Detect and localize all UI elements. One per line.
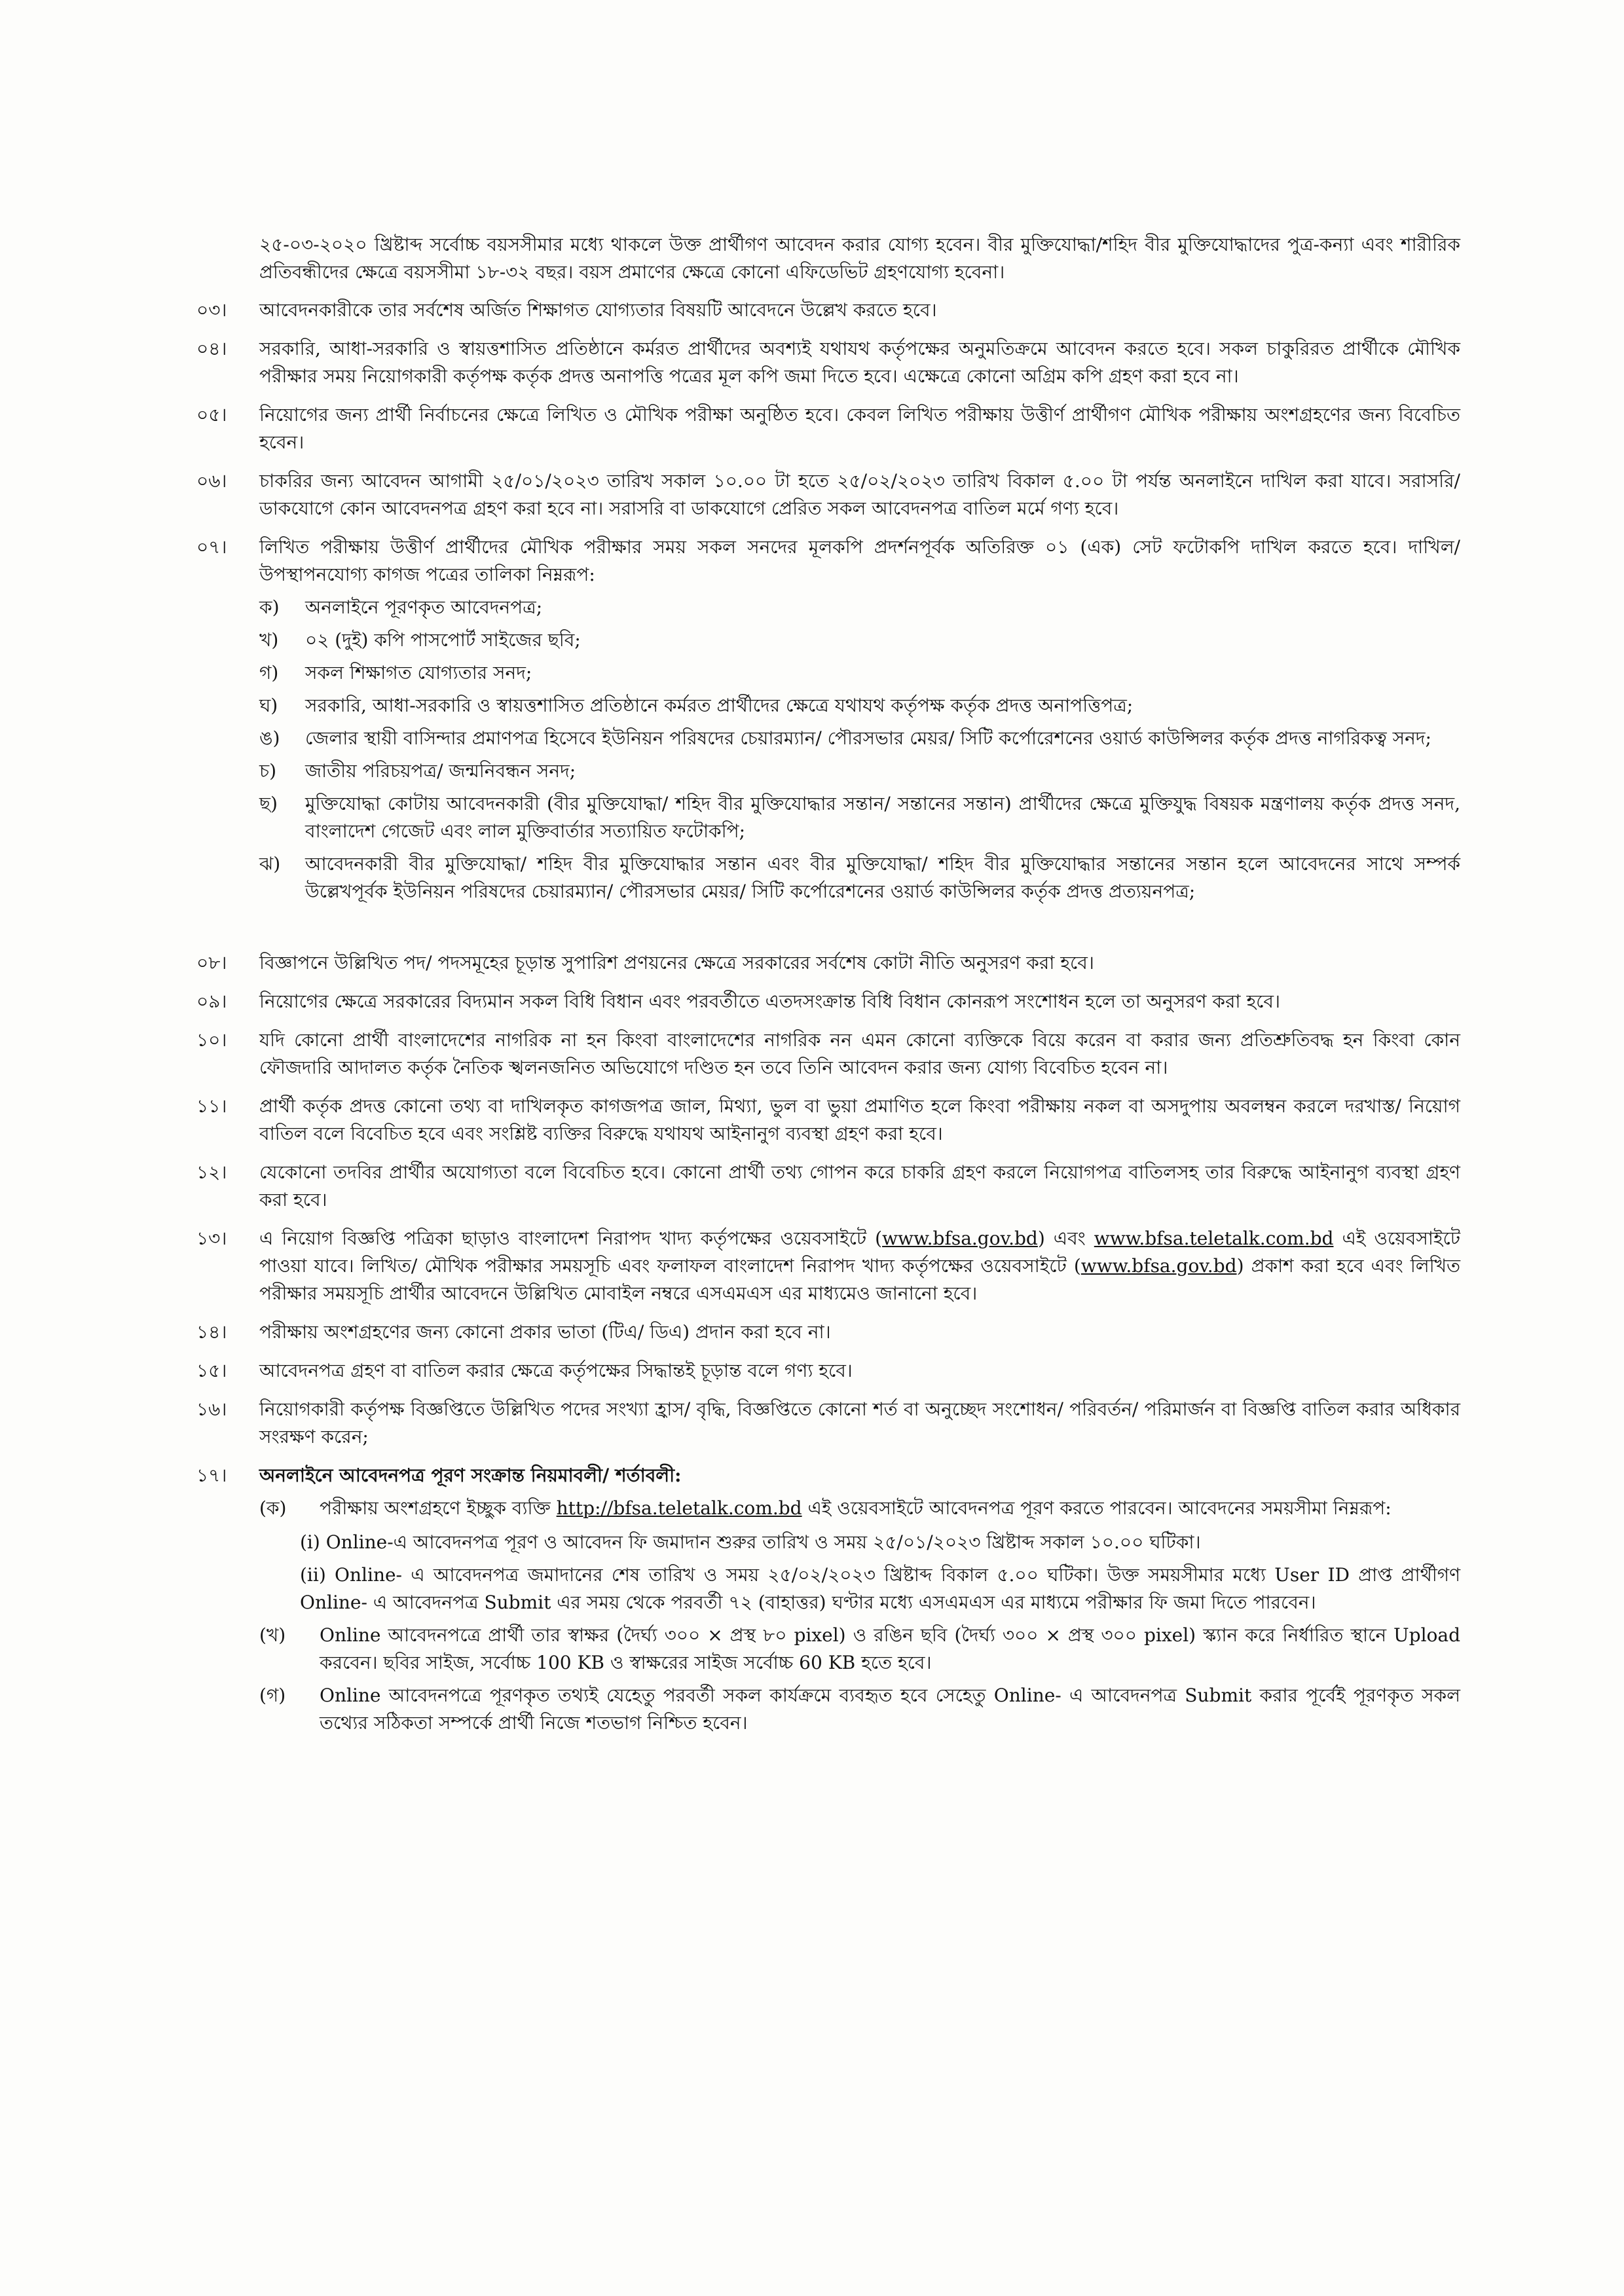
clause-number: ০৮। [196, 952, 227, 974]
document-list-item [259, 627, 1460, 654]
document-list-item [259, 692, 1460, 720]
list-label: গ) [259, 662, 279, 683]
document-list-item [259, 757, 1460, 785]
online-rules-heading: অনলাইনে আবেদনপত্র পূরণ সংক্রান্ত নিয়মাবলী/ শর্তাবলী: [259, 1465, 682, 1486]
clause-number: ১৩। [196, 1228, 227, 1249]
application-deadline-details [300, 1529, 1460, 1616]
clause-number: ১১। [196, 1095, 227, 1117]
clause-number: ০৭। [196, 536, 227, 558]
list-text: ০২ (দুই) কপি পাসপোর্ট সাইজের ছবি; [305, 629, 581, 651]
rule-text: Online আবেদনপত্রে পূরণকৃত তথ্যই যেহেতু পরবর্তী সকল কার্যক্রমে ব্যবহৃত হবে সেহেতু Online- এ আবেদনপত্র Submit করার পূর্বেই পূরণকৃত সকল তথ্যের সঠিকতা সম্পর্কে প্রার্থী নিজে শতভাগ নিশ্চিত হবেন। [320, 1685, 1460, 1734]
clause-14 [196, 1319, 1460, 1346]
clause-number: ০৯। [196, 991, 227, 1012]
online-rule-ka [259, 1495, 1460, 1522]
online-rule-kha [259, 1622, 1460, 1677]
clause-13 [196, 1225, 1460, 1307]
notice-body [196, 213, 1460, 1748]
clause-text: আবেদনপত্র গ্রহণ বা বাতিল করার ক্ষেত্রে কর্তৃপক্ষের সিদ্ধান্তই চূড়ান্ত বলে গণ্য হবে। [259, 1360, 853, 1381]
clause-text: যদি কোনো প্রার্থী বাংলাদেশের নাগরিক না হন কিংবা বাংলাদেশের নাগরিক নন এমন কোনো ব্যক্তিকে বিয়ে করেন বা করার জন্য প্রতিশ্রুতিবদ্ধ হন কিংবা কোন ফৌজদারি আদালত কর্তৃক নৈতিক স্খলনজনিত অভিযোগে দণ্ডিত হন তবে তিনি আবেদন করার জন্য যোগ্য বিবেচিত হবেন না। [259, 1029, 1460, 1078]
rule-text-part: এই ওয়েবসাইটে আবেদনপত্র পূরণ করতে পারবেন। আবেদনের সময়সীমা নিম্নরূপ: [802, 1497, 1392, 1519]
clause-04 [196, 335, 1460, 390]
application-end-time: (ii) Online- এ আবেদনপত্র জমাদানের শেষ তারিখ ও সময় ২৫/০২/২০২৩ খ্রিষ্টাব্দ বিকাল ৫.০০ ঘটিকা। উক্ত সময়সীমার মধ্যে User ID প্রাপ্ত প্রার্থীগণ Online- এ আবেদনপত্র Submit এর সময় থেকে পরবর্তী ৭২ (বাহাত্তর) ঘণ্টার মধ্যে এসএমএস এর মাধ্যমে পরীক্ষার ফি জমা দিতে পারবেন। [300, 1564, 1460, 1613]
clause-number: ১৪। [196, 1321, 227, 1343]
list-label: চ) [259, 760, 277, 782]
clause-text: চাকরির জন্য আবেদন আগামী ২৫/০১/২০২৩ তারিখ সকাল ১০.০০ টা হতে ২৫/০২/২০২৩ তারিখ বিকাল ৫.০০ টা পর্যন্ত অনলাইনে দাখিল করা যাবে। সরাসরি/ ডাকযোগে কোন আবেদনপত্র গ্রহণ করা হবে না। সরাসরি বা ডাকযোগে প্রেরিত সকল আবেদনপত্র বাতিল মর্মে গণ্য হবে। [259, 470, 1460, 519]
list-label: খ) [259, 629, 279, 651]
clause-number: ০৫। [196, 404, 227, 426]
clause-number: ১২। [196, 1161, 227, 1183]
document-list-item [259, 725, 1460, 752]
clause-number: ১০। [196, 1029, 227, 1051]
rule-text [320, 1495, 1460, 1522]
list-text: জেলার স্থায়ী বাসিন্দার প্রমাণপত্র হিসেবে ইউনিয়ন পরিষদের চেয়ারম্যান/ পৌরসভার মেয়র/ সিটি কর্পোরেশনের ওয়ার্ড কাউন্সিলর কর্তৃক প্রদত্ত নাগরিকত্ব সনদ; [305, 727, 1431, 749]
rule-text: Online আবেদনপত্রে প্রার্থী তার স্বাক্ষর (দৈর্ঘ্য ৩০০ × প্রস্থ ৮০ pixel) ও রঙিন ছবি (দৈর্ঘ্য ৩০০ × প্রস্থ ৩০০ pixel) স্ক্যান করে নির্ধারিত স্থানে Upload করবেন। ছবির সাইজ, সর্বোচ্চ 100 KB ও স্বাক্ষরের সাইজ সর্বোচ্চ 60 KB হতে হবে। [320, 1624, 1460, 1673]
clause-text: আবেদনকারীকে তার সর্বশেষ অর্জিত শিক্ষাগত যোগ্যতার বিষয়টি আবেদনে উল্লেখ করতে হবে। [259, 299, 937, 321]
clause-text [259, 1225, 1460, 1307]
bfsa-website-link[interactable]: www.bfsa.gov.bd [882, 1228, 1038, 1249]
clause-07 [196, 534, 1460, 905]
rule-label: (খ) [259, 1624, 286, 1646]
clause-text: প্রার্থী কর্তৃক প্রদত্ত কোনো তথ্য বা দাখিলকৃত কাগজপত্র জাল, মিথ্যা, ভুল বা ভুয়া প্রমাণিত হলে কিংবা পরীক্ষায় নকল বা অসদুপায় অবলম্বন করলে দরখাস্ত/ নিয়োগ বাতিল বলে বিবেচিত হবে এবং সংশ্লিষ্ট ব্যক্তির বিরুদ্ধে যথাযথ আইনানুগ ব্যবস্থা গ্রহণ করা হবে। [259, 1095, 1460, 1144]
clause-16 [196, 1396, 1460, 1451]
clause-06 [196, 467, 1460, 522]
clause-number: ০৩। [196, 299, 227, 321]
list-text: আবেদনকারী বীর মুক্তিযোদ্ধা/ শহিদ বীর মুক্তিযোদ্ধার সন্তান এবং বীর মুক্তিযোদ্ধা/ শহিদ বীর মুক্তিযোদ্ধার সন্তানের সন্তান হলে আবেদনের সাথে সম্পর্ক উল্লেখপূর্বক ইউনিয়ন পরিষদের চেয়ারম্যান/ পৌরসভার মেয়র/ সিটি কর্পোরেশনের ওয়ার্ড কাউন্সিলর কর্তৃক প্রদত্ত প্রত্যয়নপত্র; [305, 853, 1460, 902]
clause-text-part: ) এবং [1037, 1228, 1094, 1249]
clause-text: বিজ্ঞাপনে উল্লিখিত পদ/ পদসমূহের চূড়ান্ত সুপারিশ প্রণয়নের ক্ষেত্রে সরকারের সর্বশেষ কোটা নীতি অনুসরণ করা হবে। [259, 952, 1094, 974]
clause-08 [196, 949, 1460, 977]
list-text: অনলাইনে পূরণকৃত আবেদনপত্র; [305, 596, 543, 618]
list-text: জাতীয় পরিচয়পত্র/ জন্মনিবন্ধন সনদ; [305, 760, 576, 782]
clause-15 [196, 1357, 1460, 1385]
clause-text: পরীক্ষায় অংশগ্রহণের জন্য কোনো প্রকার ভাতা (টিএ/ ডিএ) প্রদান করা হবে না। [259, 1321, 831, 1343]
clause-text: নিয়োগের ক্ষেত্রে সরকারের বিদ্যমান সকল বিধি বিধান এবং পরবর্তীতে এতদসংক্রান্ত বিধি বিধান কোনরূপ সংশোধন হলে তা অনুসরণ করা হবে। [259, 991, 1281, 1012]
clause-05 [196, 401, 1460, 456]
list-label: ঙ) [259, 727, 280, 749]
clause-text-part: ) প্রকাশ করা হবে এবং লিখিত পরীক্ষার সময়সূচি প্রার্থীর আবেদনে উল্লিখিত মোবাইল নম্বরে এসএমএস এর মাধ্যমেও জানানো হবে। [259, 1255, 1460, 1304]
document-list-item [259, 850, 1460, 905]
rule-label: (ক) [259, 1497, 287, 1519]
document-list-item [259, 790, 1460, 845]
clause-number: ০৪। [196, 338, 227, 359]
rule-label: (গ) [259, 1685, 286, 1706]
clause-text: যেকোনো তদবির প্রার্থীর অযোগ্যতা বলে বিবেচিত হবে। কোনো প্রার্থী তথ্য গোপন করে চাকরি গ্রহণ করলে নিয়োগপত্র বাতিলসহ তার বিরুদ্ধে আইনানুগ ব্যবস্থা গ্রহণ করা হবে। [259, 1161, 1460, 1211]
clause-11 [196, 1093, 1460, 1148]
clause-17 [196, 1462, 1460, 1737]
bfsa-website-link[interactable]: www.bfsa.gov.bd [1080, 1255, 1237, 1277]
teletalk-application-link[interactable]: http://bfsa.teletalk.com.bd [556, 1497, 802, 1519]
document-list-item [259, 594, 1460, 621]
list-label: ক) [259, 596, 280, 618]
application-start-time: (i) Online-এ আবেদনপত্র পূরণ ও আবেদন ফি জমাদান শুরুর তারিখ ও সময় ২৫/০১/২০২৩ খ্রিষ্টাব্দ সকাল ১০.০০ ঘটিকা। [300, 1531, 1201, 1553]
clause-text-part: এ নিয়োগ বিজ্ঞপ্তি পত্রিকা ছাড়াও বাংলাদেশ নিরাপদ খাদ্য কর্তৃপক্ষের ওয়েবসাইটে ( [259, 1228, 883, 1249]
clause-number: ১৭। [196, 1465, 227, 1486]
online-rule-ga [259, 1682, 1460, 1737]
list-text: সরকারি, আধা-সরকারি ও স্বায়ত্তশাসিত প্রতিষ্ঠানে কর্মরত প্রার্থীদের ক্ষেত্রে যথাযথ কর্তৃপক্ষ কর্তৃক প্রদত্ত অনাপত্তিপত্র; [305, 695, 1134, 716]
clause-12 [196, 1159, 1460, 1214]
list-label: ছ) [259, 793, 278, 814]
clause-number: ১৫। [196, 1360, 227, 1381]
rule-text-part: পরীক্ষায় অংশগ্রহণে ইচ্ছুক ব্যক্তি [320, 1497, 557, 1519]
clause-text: সরকারি, আধা-সরকারি ও স্বায়ত্তশাসিত প্রতিষ্ঠানে কর্মরত প্রার্থীদের অবশ্যই যথাযথ কর্তৃপক্ষের অনুমতিক্রমে আবেদন করতে হবে। সকল চাকুরিরত প্রার্থীকে মৌখিক পরীক্ষার সময় নিয়োগকারী কর্তৃপক্ষ কর্তৃক প্রদত্ত অনাপত্তি পত্রের মূল কপি জমা দিতে হবে। এক্ষেত্রে কোনো অগ্রিম কপি গ্রহণ করা হবে না। [259, 338, 1460, 387]
section-spacer [196, 917, 1460, 949]
document-list-item [259, 659, 1460, 687]
list-label: ঘ) [259, 695, 278, 716]
list-text: সকল শিক্ষাগত যোগ্যতার সনদ; [305, 662, 532, 683]
clause-text-part: এই ওয়েবসাইটে পাওয়া যাবে। লিখিত/ মৌখিক পরীক্ষার সময়সূচি এবং ফলাফল বাংলাদেশ নিরাপদ খাদ্য কর্তৃপক্ষের ওয়েবসাইটে ( [259, 1228, 1460, 1277]
clause-text: নিয়োগকারী কর্তৃপক্ষ বিজ্ঞপ্তিতে উল্লিখিত পদের সংখ্যা হ্রাস/ বৃদ্ধি, বিজ্ঞপ্তিতে কোনো শর্ত বা অনুচ্ছেদ সংশোধন/ পরিবর্তন/ পরিমার্জন বা বিজ্ঞপ্তি বাতিল করার অধিকার সংরক্ষণ করেন; [259, 1398, 1460, 1448]
teletalk-website-link[interactable]: www.bfsa.teletalk.com.bd [1094, 1228, 1334, 1249]
clause-text: লিখিত পরীক্ষায় উত্তীর্ণ প্রার্থীদের মৌখিক পরীক্ষার সময় সকল সনদের মূলকপি প্রদর্শনপূর্বক অতিরিক্ত ০১ (এক) সেট ফটোকপি দাখিল করতে হবে। দাখিল/ উপস্থাপনযোগ্য কাগজ পত্রের তালিকা নিম্নরূপ: [259, 536, 1460, 585]
clause-10 [196, 1027, 1460, 1082]
clause-03 [196, 297, 1460, 324]
list-text: মুক্তিযোদ্ধা কোটায় আবেদনকারী (বীর মুক্তিযোদ্ধা/ শহিদ বীর মুক্তিযোদ্ধার সন্তান/ সন্তানের সন্তান) প্রার্থীদের ক্ষেত্রে মুক্তিযুদ্ধ বিষয়ক মন্ত্রণালয় কর্তৃক প্রদত্ত সনদ, বাংলাদেশ গেজেট এবং লাল মুক্তিবার্তার সত্যায়িত ফটোকপি; [305, 793, 1460, 842]
clause-number: ১৬। [196, 1398, 227, 1420]
clause-09 [196, 988, 1460, 1015]
intro-paragraph: ২৫-০৩-২০২০ খ্রিষ্টাব্দ সর্বোচ্চ বয়সসীমার মধ্যে থাকলে উক্ত প্রার্থীগণ আবেদন করার যোগ্য হবেন। বীর মুক্তিযোদ্ধা/শহিদ বীর মুক্তিযোদ্ধাদের পুত্র-কন্যা এবং শারীরিক প্রতিবন্ধীদের ক্ষেত্রে বয়সসীমা ১৮-৩২ বছর। বয়স প্রমাণের ক্ষেত্রে কোনো এফিডেভিট গ্রহণযোগ্য হবেনা। [259, 234, 1460, 283]
clause-text: নিয়োগের জন্য প্রার্থী নির্বাচনের ক্ষেত্রে লিখিত ও মৌখিক পরীক্ষা অনুষ্ঠিত হবে। কেবল লিখিত পরীক্ষায় উত্তীর্ণ প্রার্থীগণ মৌখিক পরীক্ষায় অংশগ্রহণের জন্য বিবেচিত হবেন। [259, 404, 1460, 453]
list-label: ঝ) [259, 853, 281, 875]
clause-number: ০৬। [196, 470, 227, 492]
